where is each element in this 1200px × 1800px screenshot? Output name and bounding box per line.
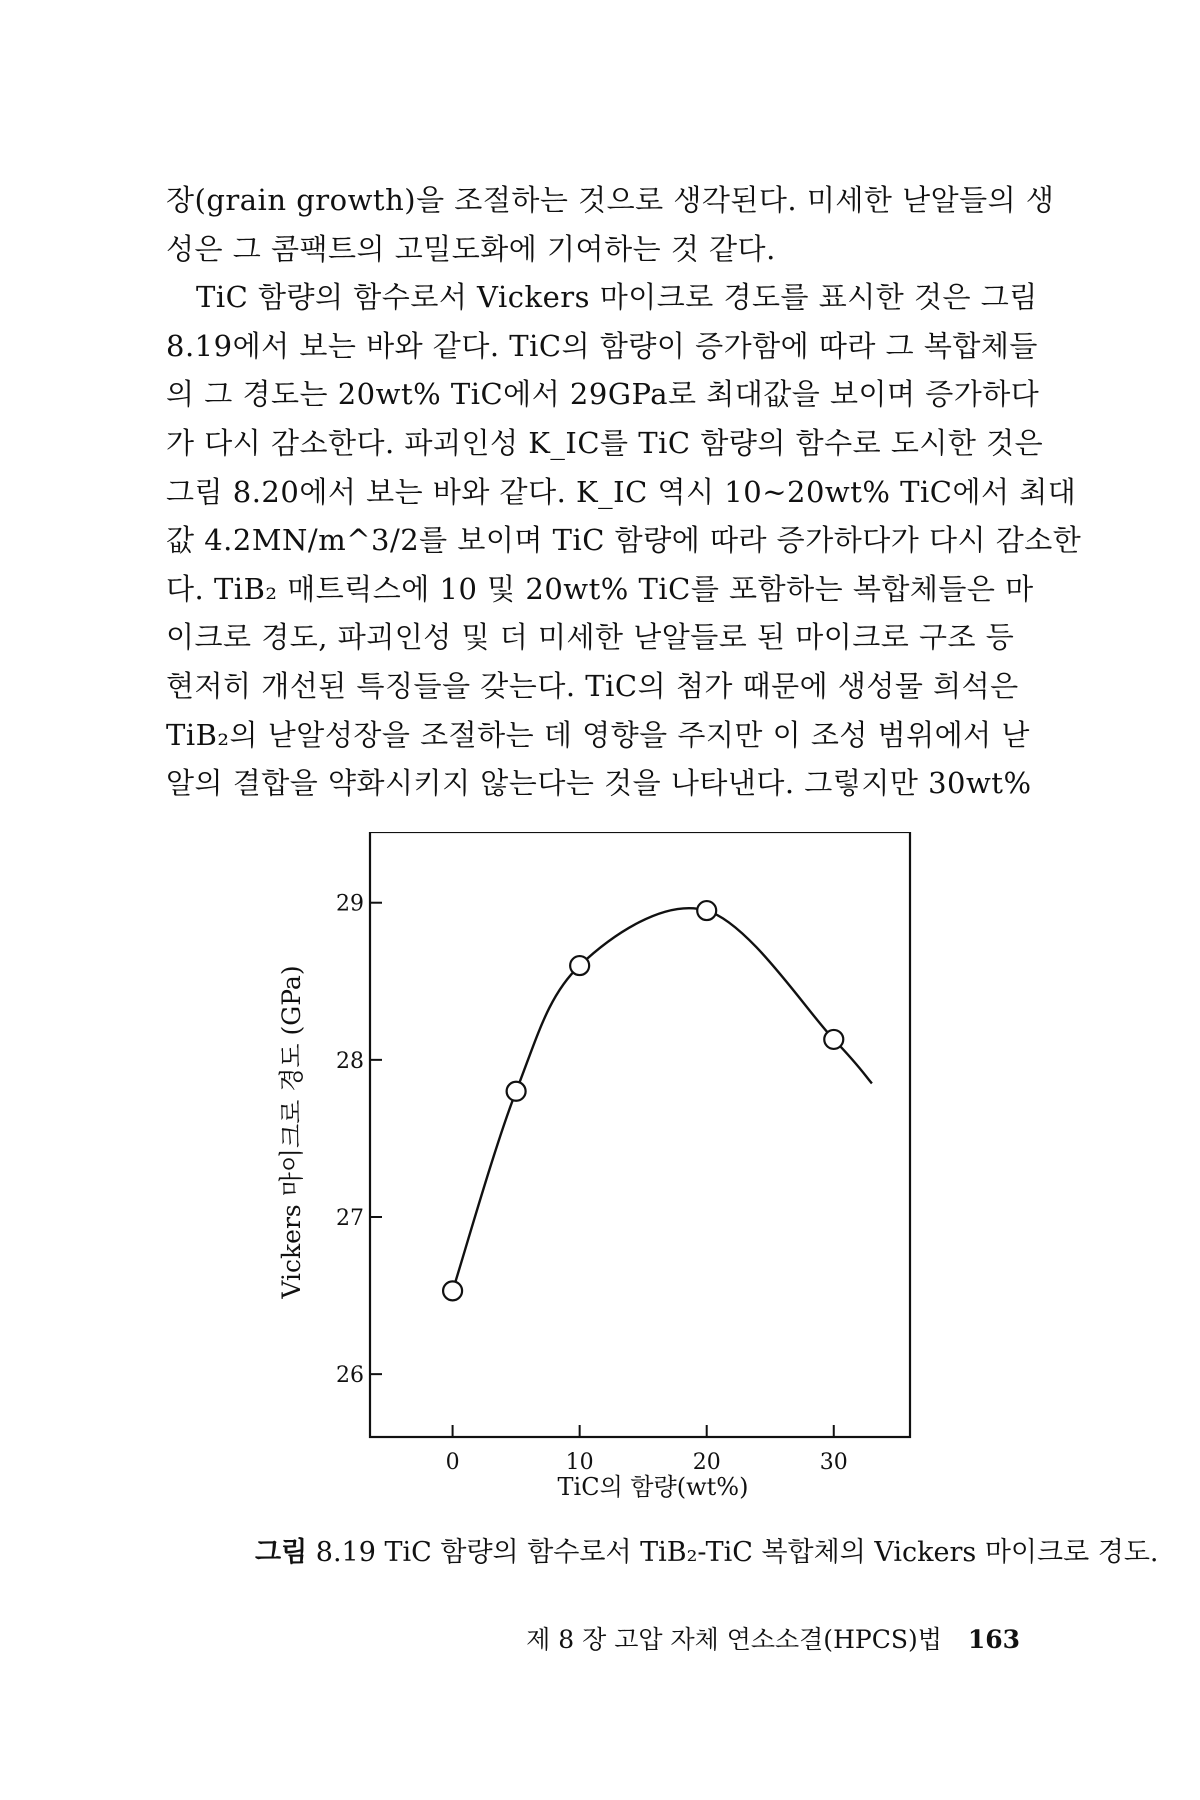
text-line: TiB₂의 낟알성장을 조절하는 데 영향을 주지만 이 조성 범위에서 낟 bbox=[166, 717, 1030, 752]
text-line: 값 4.2MN/m^3/2를 보이며 TiC 함량에 따라 증가하다가 다시 감소한 bbox=[166, 523, 1082, 558]
text-line: 가 다시 감소한다. 파괴인성 K_IC를 TiC 함량의 함수로 도시한 것은 bbox=[166, 425, 1044, 460]
text-line: TiC 함량의 함수로서 Vickers 마이크로 경도를 표시한 것은 그림 bbox=[196, 280, 1038, 315]
text-line: 성은 그 콤팩트의 고밀도화에 기여하는 것 같다. bbox=[166, 231, 776, 266]
caption-number: 8.19 bbox=[315, 1537, 376, 1568]
text-line: 현저히 개선된 특징들을 갖는다. TiC의 첨가 때문에 생성물 희석은 bbox=[166, 668, 1019, 703]
text-line: 장(grain growth)을 조절하는 것으로 생각된다. 미세한 낟알들의 생 bbox=[166, 183, 1055, 217]
text-line: 알의 결합을 약화시키지 않는다는 것을 나타낸다. 그렇지만 30wt% bbox=[166, 766, 1032, 801]
figure-caption bbox=[255, 1530, 1159, 1569]
x-tick-label: 30 bbox=[819, 1450, 848, 1475]
running-head: 제 8 장 고압 자체 연소소결(HPCS)법 bbox=[526, 1625, 942, 1654]
page-footer bbox=[520, 1620, 1020, 1656]
text-line: 이크로 경도, 파괴인성 및 더 미세한 낟알들로 된 마이크로 구조 등 bbox=[166, 620, 1015, 655]
data-point bbox=[697, 901, 716, 920]
data-point bbox=[824, 1030, 843, 1049]
body-text bbox=[166, 176, 1082, 808]
paragraph-2 bbox=[166, 273, 1082, 808]
data-point bbox=[570, 956, 589, 975]
caption-label: 그림 bbox=[255, 1537, 308, 1568]
text-line: 다. TiB₂ 매트릭스에 10 및 20wt% TiC를 포함하는 복합체들은 마 bbox=[166, 571, 1034, 606]
text-line: 그림 8.20에서 보는 바와 같다. K_IC 역시 10~20wt% TiC에서 최대 bbox=[166, 474, 1077, 509]
x-tick-label: 20 bbox=[692, 1450, 721, 1475]
y-tick-label: 26 bbox=[336, 1363, 364, 1389]
hardness-chart bbox=[270, 832, 930, 1552]
text-line: 의 그 경도는 20wt% TiC에서 29GPa로 최대값을 보이며 증가하다 bbox=[166, 377, 1040, 412]
x-tick-label: 0 bbox=[445, 1450, 460, 1475]
y-tick-label: 27 bbox=[336, 1206, 364, 1231]
y-tick-label: 29 bbox=[336, 891, 364, 917]
paragraph-1 bbox=[166, 176, 1055, 273]
x-tick-label: 10 bbox=[565, 1450, 594, 1475]
page-number: 163 bbox=[967, 1625, 1020, 1654]
text-line: 8.19에서 보는 바와 같다. TiC의 함량이 증가함에 따라 그 복합체들 bbox=[166, 328, 1038, 363]
data-point bbox=[507, 1082, 526, 1101]
caption-text: TiC 함량의 함수로서 TiB₂-TiC 복합체의 Vickers 마이크로 경도. bbox=[384, 1537, 1159, 1568]
data-point bbox=[443, 1281, 462, 1300]
x-axis-label: TiC의 함량(wt%) bbox=[557, 1473, 749, 1501]
y-tick-label: 28 bbox=[336, 1048, 364, 1074]
y-axis-label: Vickers 마이크로 경도 (GPa) bbox=[277, 965, 306, 1299]
